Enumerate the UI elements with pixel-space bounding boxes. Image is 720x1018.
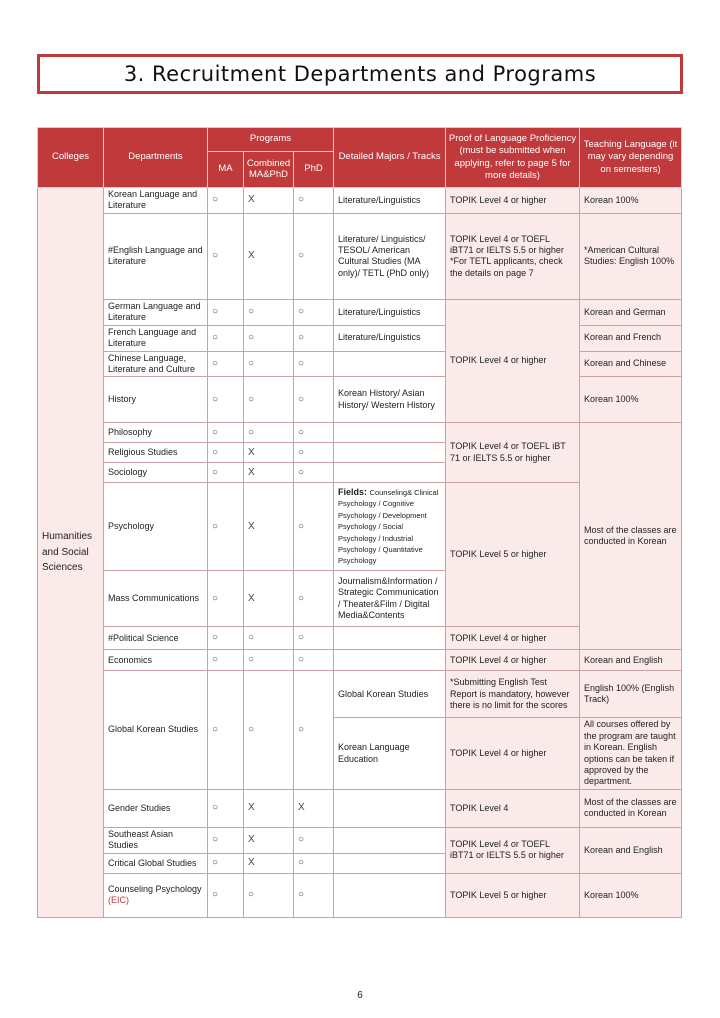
ma-cell: ○ (208, 627, 244, 650)
dept-cell: Gender Studies (104, 789, 208, 827)
dept-cell: Critical Global Studies (104, 853, 208, 873)
major-cell: Korean History/ Asian History/ Western History (334, 377, 446, 423)
major-cell: Literature/Linguistics (334, 188, 446, 214)
dept-cell: Korean Language and Literature (104, 188, 208, 214)
ma-cell: ○ (208, 650, 244, 671)
table-row (38, 188, 682, 214)
phd-cell: ○ (294, 299, 334, 325)
phd-cell: ○ (294, 463, 334, 483)
combined-cell: X (244, 463, 294, 483)
major-cell (334, 443, 446, 463)
lang-cell: Most of the classes are conducted in Korean (580, 789, 682, 827)
combined-cell: X (244, 789, 294, 827)
phd-cell: ○ (294, 325, 334, 351)
proof-cell: TOPIK Level 4 or TOEFL iBT71 or IELTS 5.5 or higher (446, 827, 580, 873)
proof-cell: TOPIK Level 4 (446, 789, 580, 827)
lang-cell: Korean and English (580, 650, 682, 671)
lang-cell: Most of the classes are conducted in Korean (580, 423, 682, 650)
lang-cell: Korean and French (580, 325, 682, 351)
combined-cell: ○ (244, 873, 294, 917)
phd-cell: ○ (294, 571, 334, 627)
header-colleges: Colleges (38, 128, 104, 188)
table-row (38, 213, 682, 299)
table-row (38, 789, 682, 827)
combined-cell: ○ (244, 325, 294, 351)
combined-cell: X (244, 483, 294, 571)
combined-cell: X (244, 443, 294, 463)
dept-name: Counseling Psychology (108, 883, 202, 894)
ma-cell: ○ (208, 188, 244, 214)
proof-cell: TOPIK Level 5 or higher (446, 873, 580, 917)
header-combined: Combined MA&PhD (244, 152, 294, 188)
major-cell (334, 463, 446, 483)
phd-cell: ○ (294, 671, 334, 790)
header-departments: Departments (104, 128, 208, 188)
phd-cell: ○ (294, 443, 334, 463)
dept-cell: Religious Studies (104, 443, 208, 463)
fields-list: Counseling& Clinical Psychology / Cognitive Psychology / Development Psychology / Social Psychology / Industrial Psychology / Quantitative Psychology (338, 487, 439, 566)
programs-table (37, 127, 682, 918)
phd-cell: ○ (294, 351, 334, 377)
dept-cell (104, 873, 208, 917)
header-programs: Programs (208, 128, 334, 152)
phd-cell: ○ (294, 213, 334, 299)
combined-cell: X (244, 188, 294, 214)
proof-cell: TOPIK Level 4 or higher (446, 627, 580, 650)
combined-cell: ○ (244, 627, 294, 650)
header-phd: PhD (294, 152, 334, 188)
proof-cell: TOPIK Level 4 or TOEFL iBT71 or IELTS 5.5 or higher *For TETL applicants, check the details on page 7 (446, 213, 580, 299)
major-cell: Korean Language Education (334, 718, 446, 790)
dept-cell: Mass Communications (104, 571, 208, 627)
ma-cell: ○ (208, 351, 244, 377)
major-cell (334, 627, 446, 650)
dept-cell: Philosophy (104, 423, 208, 443)
dept-cell: Sociology (104, 463, 208, 483)
proof-cell: TOPIK Level 4 or higher (446, 188, 580, 214)
combined-cell: X (244, 213, 294, 299)
section-title: 3. Recruitment Departments and Programs (123, 62, 597, 86)
major-cell: Global Korean Studies (334, 671, 446, 718)
table-row (38, 299, 682, 325)
combined-cell: ○ (244, 423, 294, 443)
header-proof: Proof of Language Proficiency (must be submitted when applying, refer to page 5 for more details) (446, 128, 580, 188)
phd-cell: X (294, 789, 334, 827)
ma-cell: ○ (208, 827, 244, 853)
lang-cell: Korean 100% (580, 377, 682, 423)
dept-cell: Global Korean Studies (104, 671, 208, 790)
major-cell: Journalism&Information / Strategic Communication / Theater&Film / Digital Media&Contents (334, 571, 446, 627)
dept-cell: Chinese Language, Literature and Culture (104, 351, 208, 377)
major-cell: Literature/ Linguistics/ TESOL/ American Cultural Studies (MA only)/ TETL (PhD only) (334, 213, 446, 299)
lang-cell: *American Cultural Studies: English 100% (580, 213, 682, 299)
ma-cell: ○ (208, 571, 244, 627)
lang-cell: Korean and English (580, 827, 682, 873)
lang-cell: All courses offered by the program are taught in Korean. English options can be taken if approved by the department. (580, 718, 682, 790)
combined-cell: X (244, 853, 294, 873)
dept-cell: Psychology (104, 483, 208, 571)
proof-cell: TOPIK Level 4 or higher (446, 299, 580, 423)
header-ma: MA (208, 152, 244, 188)
major-cell (334, 650, 446, 671)
major-cell (334, 853, 446, 873)
table-row (38, 423, 682, 443)
lang-cell: Korean 100% (580, 188, 682, 214)
table-row (38, 325, 682, 351)
table-row (38, 650, 682, 671)
major-cell (334, 789, 446, 827)
lang-cell: Korean and German (580, 299, 682, 325)
table-row (38, 671, 682, 718)
phd-cell: ○ (294, 650, 334, 671)
dept-cell: #English Language and Literature (104, 213, 208, 299)
lang-cell: English 100% (English Track) (580, 671, 682, 718)
ma-cell: ○ (208, 443, 244, 463)
dept-cell: Economics (104, 650, 208, 671)
combined-cell: ○ (244, 671, 294, 790)
lang-cell: Korean 100% (580, 873, 682, 917)
combined-cell: ○ (244, 351, 294, 377)
header-majors: Detailed Majors / Tracks (334, 128, 446, 188)
ma-cell: ○ (208, 325, 244, 351)
proof-cell: TOPIK Level 5 or higher (446, 483, 580, 627)
fields-label: Fields: (338, 486, 368, 497)
table-row (38, 351, 682, 377)
ma-cell: ○ (208, 423, 244, 443)
major-cell (334, 827, 446, 853)
ma-cell: ○ (208, 853, 244, 873)
section-title-box (37, 54, 683, 94)
dept-cell: German Language and Literature (104, 299, 208, 325)
combined-cell: X (244, 827, 294, 853)
combined-cell: ○ (244, 299, 294, 325)
header-teaching: Teaching Language (it may vary depending on semesters) (580, 128, 682, 188)
proof-cell: TOPIK Level 4 or higher (446, 650, 580, 671)
combined-cell: ○ (244, 377, 294, 423)
college-cell: Humanities and Social Sciences (38, 188, 104, 918)
ma-cell: ○ (208, 671, 244, 790)
phd-cell: ○ (294, 423, 334, 443)
ma-cell: ○ (208, 299, 244, 325)
phd-cell: ○ (294, 377, 334, 423)
proof-cell: *Submitting English Test Report is mandatory, however there is no limit for the scores (446, 671, 580, 718)
major-cell (334, 873, 446, 917)
proof-cell: TOPIK Level 4 or TOEFL iBT 71 or IELTS 5.5 or higher (446, 423, 580, 483)
phd-cell: ○ (294, 483, 334, 571)
combined-cell: ○ (244, 650, 294, 671)
major-cell (334, 423, 446, 443)
major-cell: Literature/Linguistics (334, 299, 446, 325)
ma-cell: ○ (208, 789, 244, 827)
ma-cell: ○ (208, 377, 244, 423)
dept-note: (EIC) (108, 895, 129, 906)
phd-cell: ○ (294, 627, 334, 650)
dept-cell: History (104, 377, 208, 423)
phd-cell: ○ (294, 827, 334, 853)
ma-cell: ○ (208, 463, 244, 483)
header-row-1 (38, 128, 682, 152)
ma-cell: ○ (208, 213, 244, 299)
major-cell (334, 351, 446, 377)
phd-cell: ○ (294, 873, 334, 917)
page-number: 6 (357, 990, 363, 1001)
table-row (38, 827, 682, 853)
proof-cell: TOPIK Level 4 or higher (446, 718, 580, 790)
ma-cell: ○ (208, 483, 244, 571)
table-row (38, 377, 682, 423)
dept-cell: #Political Science (104, 627, 208, 650)
ma-cell: ○ (208, 873, 244, 917)
combined-cell: X (244, 571, 294, 627)
lang-cell: Korean and Chinese (580, 351, 682, 377)
dept-cell: French Language and Literature (104, 325, 208, 351)
dept-cell: Southeast Asian Studies (104, 827, 208, 853)
table-row (38, 873, 682, 917)
major-cell (334, 483, 446, 571)
major-cell: Literature/Linguistics (334, 325, 446, 351)
phd-cell: ○ (294, 188, 334, 214)
phd-cell: ○ (294, 853, 334, 873)
